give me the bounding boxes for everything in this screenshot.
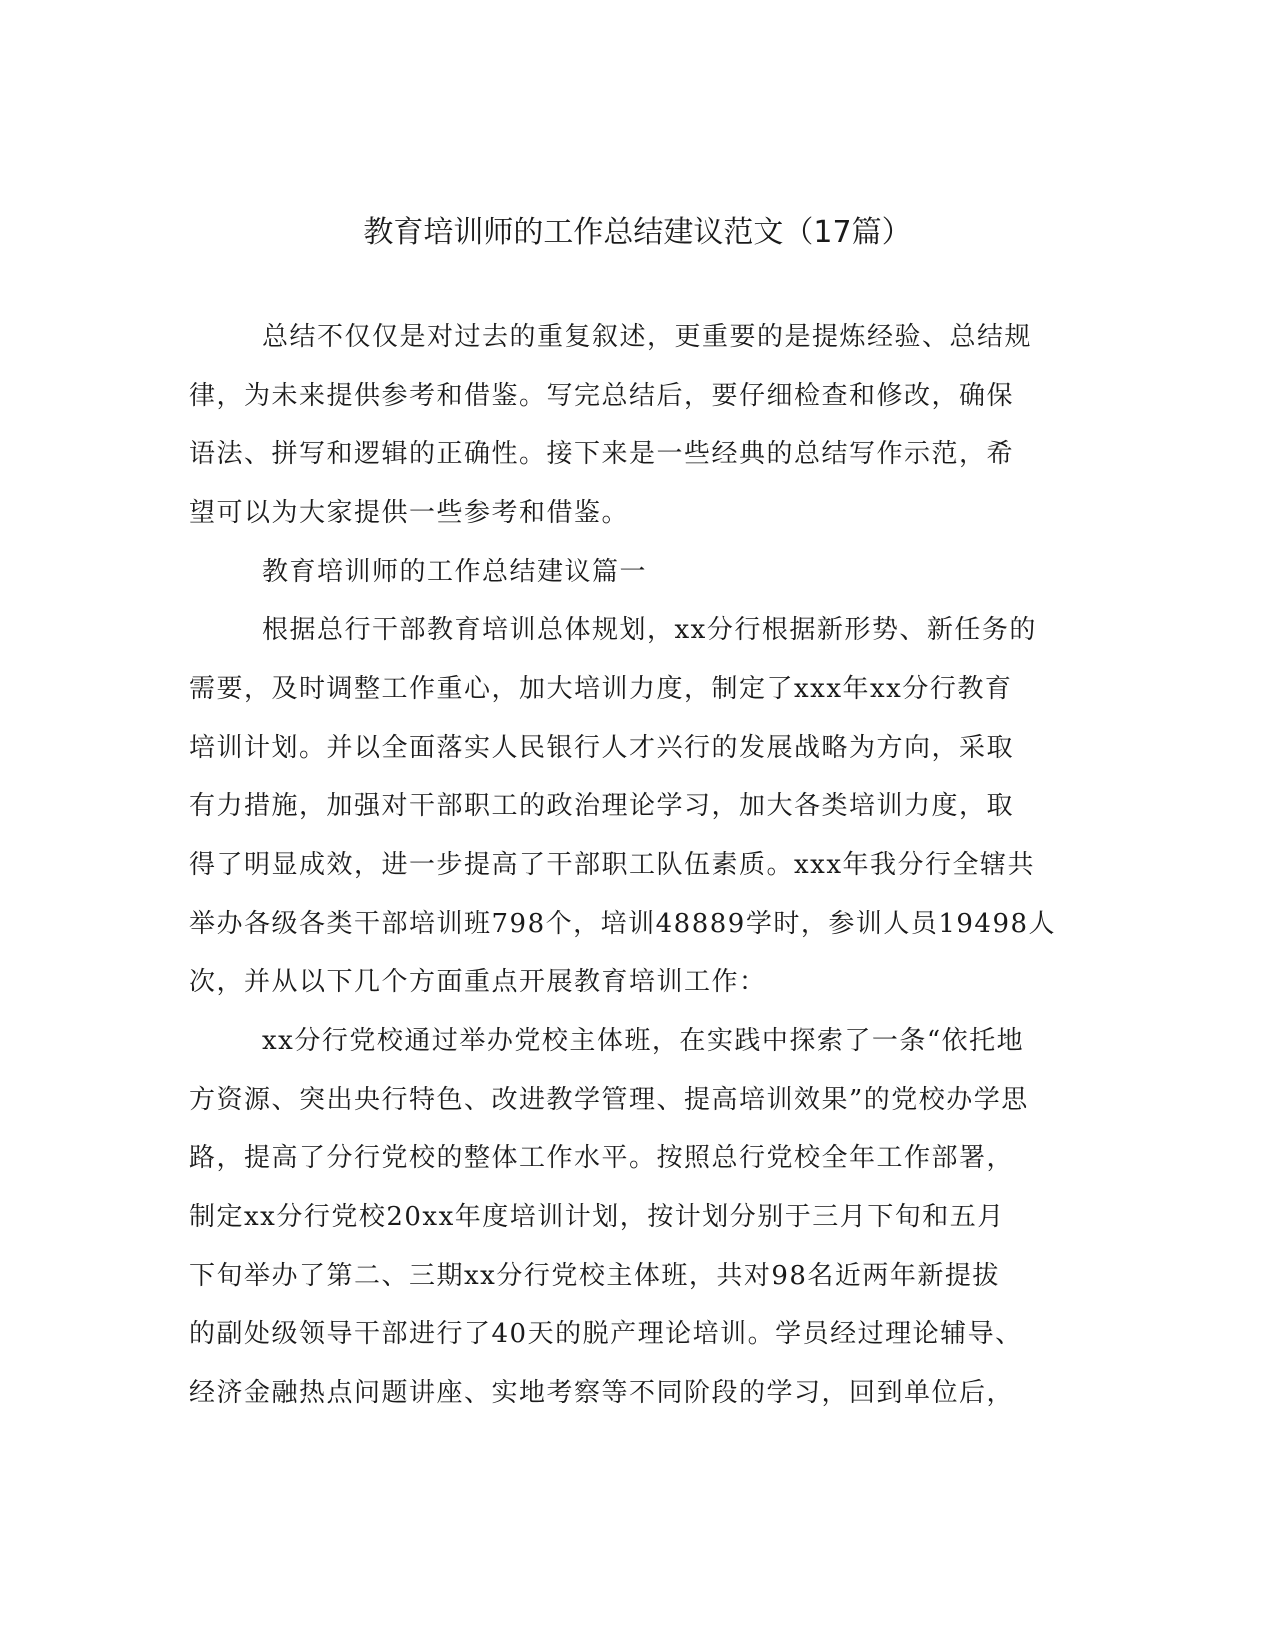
paragraph-line: 根据总行干部教育培训总体规划，xx分行根据新形势、新任务的: [262, 615, 1037, 645]
section-heading: 教育培训师的工作总结建议篇一: [262, 557, 648, 587]
paragraph-line: 路，提高了分行党校的整体工作水平。按照总行党校全年工作部署，: [189, 1143, 1015, 1173]
paragraph-line: 需要，及时调整工作重心，加大培训力度，制定了xxx年xx分行教育: [189, 674, 1013, 704]
paragraph-line: 总结不仅仅是对过去的重复叙述，更重要的是提炼经验、总结规: [262, 322, 1033, 352]
paragraph-line: 律，为未来提供参考和借鉴。写完总结后，要仔细检查和修改，确保: [189, 381, 1015, 411]
paragraph-line: 有力措施，加强对干部职工的政治理论学习，加大各类培训力度，取: [189, 791, 1015, 821]
paragraph-line: 语法、拼写和逻辑的正确性。接下来是一些经典的总结写作示范，希: [189, 439, 1015, 469]
paragraph-line: 举办各级各类干部培训班798个，培训48889学时，参训人员19498人: [189, 909, 1057, 939]
paragraph-line: xx分行党校通过举办党校主体班，在实践中探索了一条“依托地: [262, 1026, 1025, 1056]
paragraph-line: 下旬举办了第二、三期xx分行党校主体班，共对98名近两年新提拔: [189, 1261, 1000, 1291]
paragraph-line: 得了明显成效，进一步提高了干部职工队伍素质。xxx年我分行全辖共: [189, 850, 1035, 880]
paragraph-line: 制定xx分行党校20xx年度培训计划，按计划分别于三月下旬和五月: [189, 1202, 1005, 1232]
paragraph-line: 经济金融热点问题讲座、实地考察等不同阶段的学习，回到单位后，: [189, 1378, 1015, 1408]
paragraph-line: 的副处级领导干部进行了40天的脱产理论培训。学员经过理论辅导、: [189, 1319, 1023, 1349]
paragraph-line: 次，并从以下几个方面重点开展教育培训工作：: [189, 967, 767, 997]
document-title: 教育培训师的工作总结建议范文（17篇）: [363, 215, 912, 250]
paragraph-line: 望可以为大家提供一些参考和借鉴。: [189, 498, 630, 528]
paragraph-line: 方资源、突出央行特色、改进教学管理、提高培训效果”的党校办学思: [189, 1085, 1029, 1115]
paragraph-line: 培训计划。并以全面落实人民银行人才兴行的发展战略为方向，采取: [189, 733, 1015, 763]
